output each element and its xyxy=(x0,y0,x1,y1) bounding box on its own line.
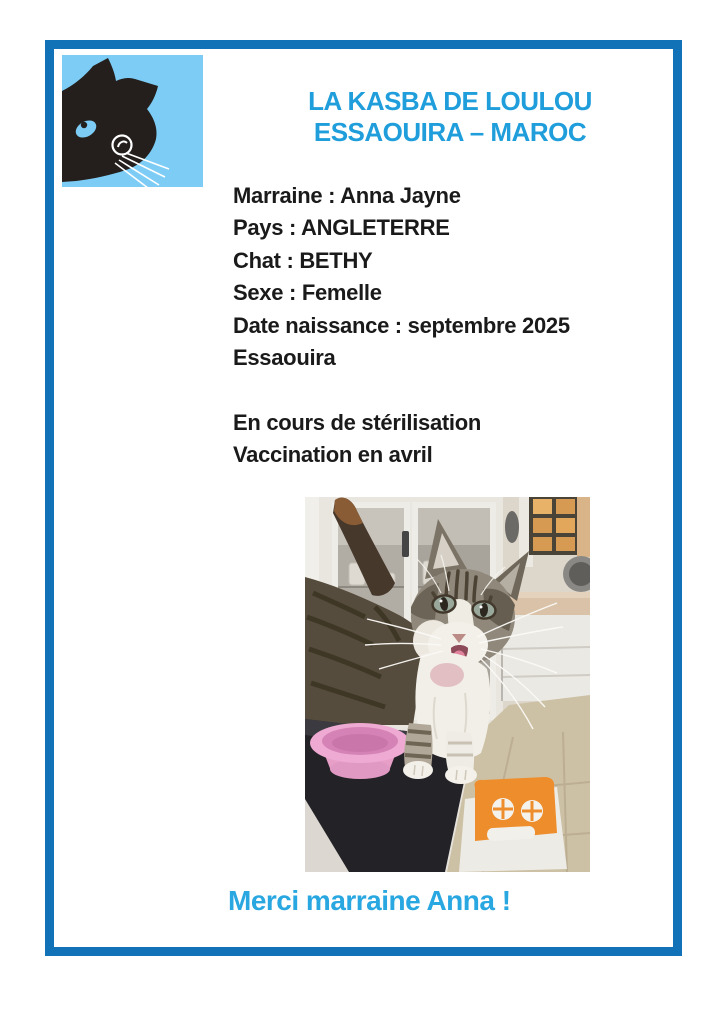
thanks-message: Merci marraine Anna ! xyxy=(228,885,511,916)
org-title-line1: LA KASBA DE LOULOU xyxy=(308,86,592,116)
status-vaccination: Vaccination en avril xyxy=(233,442,433,467)
org-title-line2: ESSAOUIRA – MAROC xyxy=(313,117,587,147)
detail-marraine: Marraine : Anna Jayne xyxy=(233,183,461,208)
detail-sexe: Sexe : Femelle xyxy=(233,280,382,306)
sponsorship-details xyxy=(233,180,570,374)
detail-pays: Pays : ANGLETERRE xyxy=(233,215,450,241)
detail-ville: Essaouira xyxy=(233,345,336,371)
detail-naissance: Date naissance : septembre 2025 xyxy=(233,312,570,338)
black-cat-logo xyxy=(62,55,203,187)
status-sterilisation: En cours de stérilisation xyxy=(233,410,482,435)
cat-photo-illustration xyxy=(305,497,590,872)
cat-photo xyxy=(305,497,590,872)
detail-chat: Chat : BETHY xyxy=(233,247,373,273)
status-block xyxy=(233,407,481,471)
cat-head-icon xyxy=(62,55,203,187)
org-title xyxy=(250,86,650,148)
